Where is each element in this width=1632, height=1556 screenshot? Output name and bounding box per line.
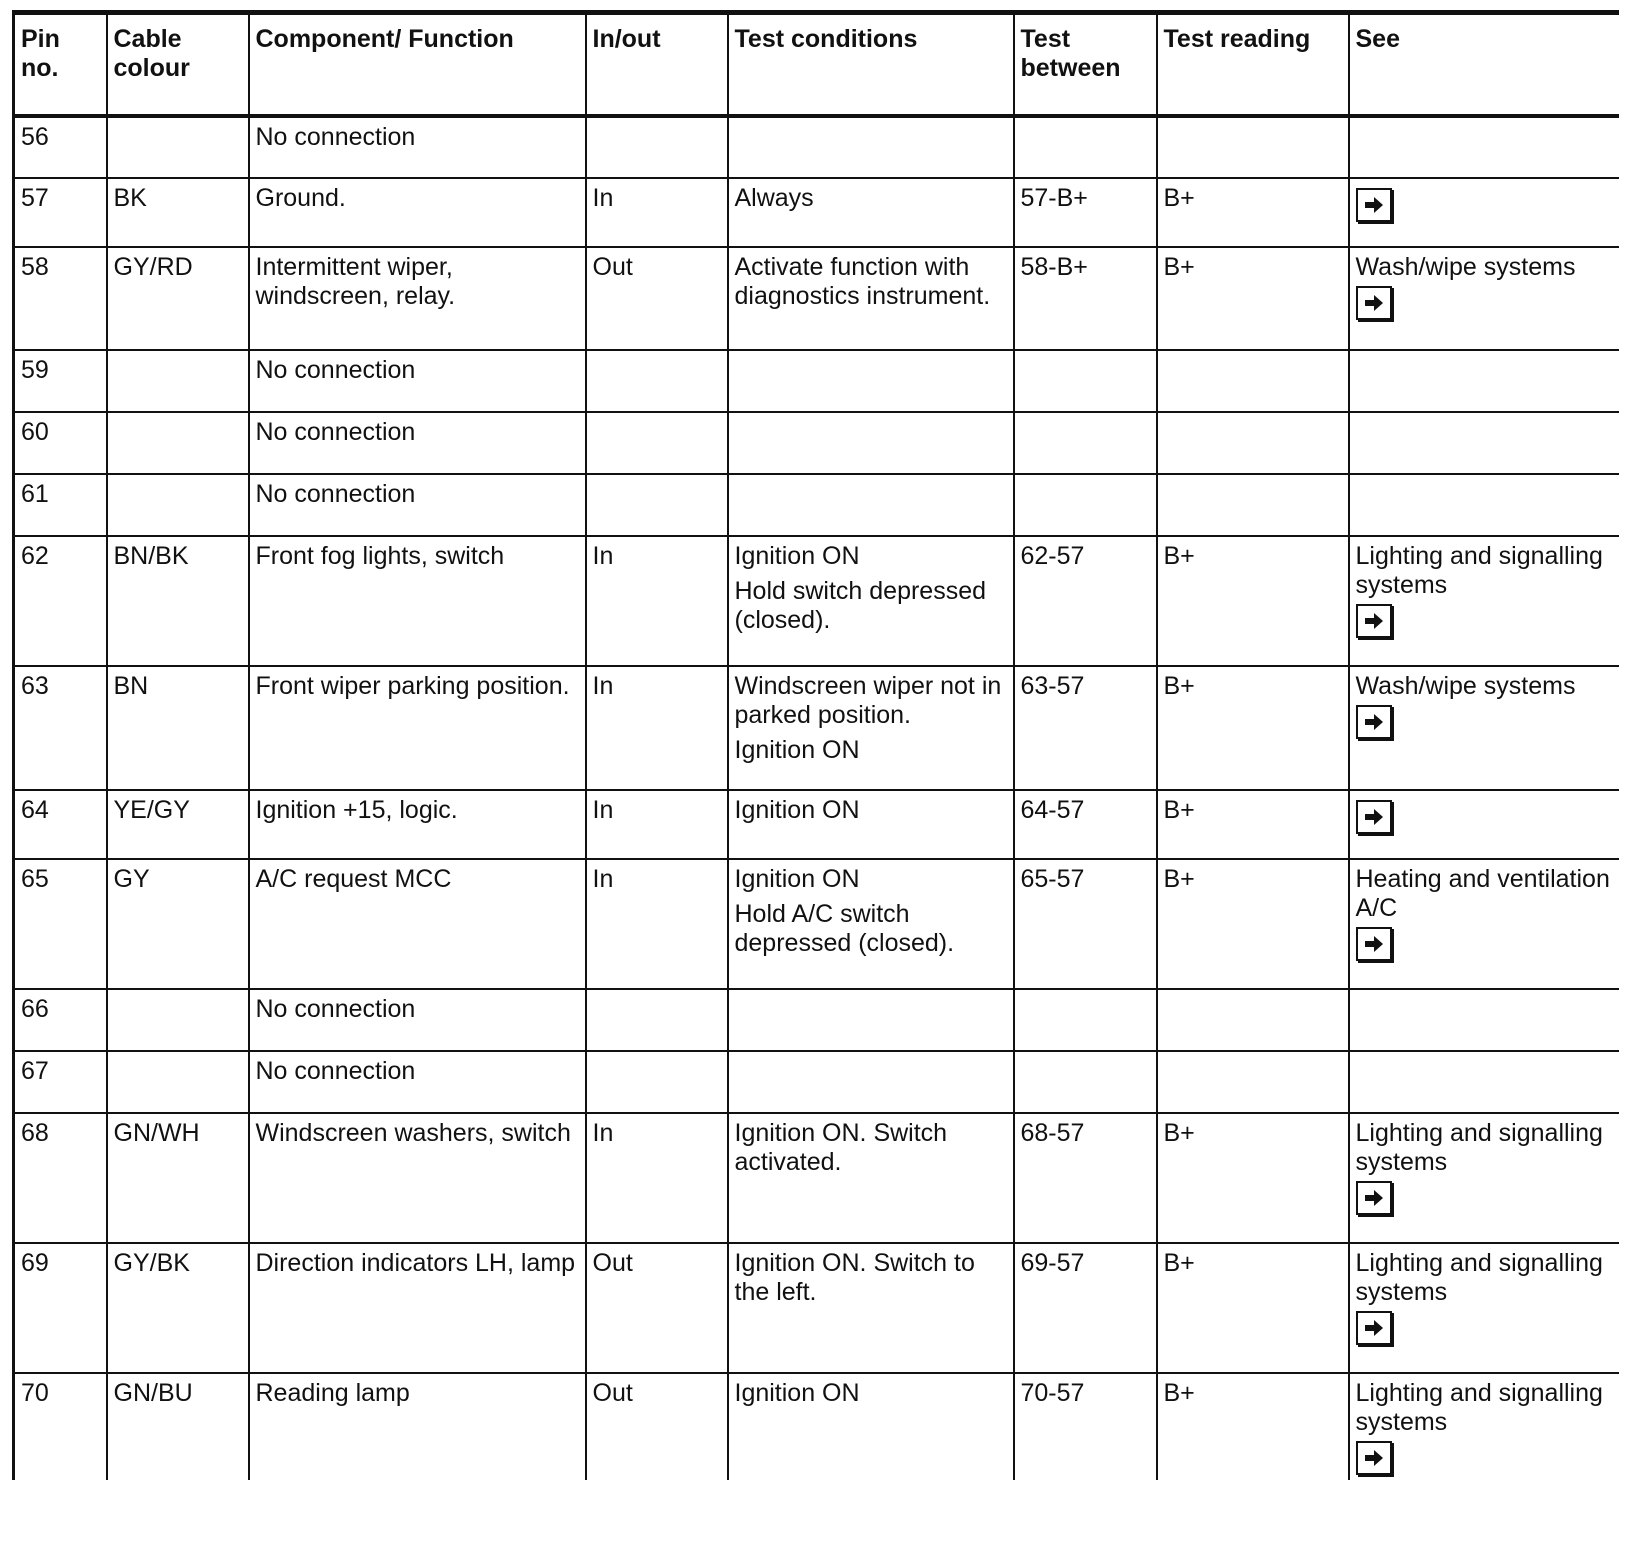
in-out-cell: Out (586, 247, 728, 350)
test-conditions-cell (728, 1373, 1014, 1480)
test-reading-cell (1157, 474, 1349, 536)
table-row (14, 412, 1619, 474)
cable-colour-cell: GY (107, 859, 249, 989)
pin-cell: 57 (14, 178, 107, 247)
in-out-cell: Out (586, 1243, 728, 1373)
see-cell (1349, 1051, 1619, 1113)
see-reference-text: Lighting and signalling systems (1355, 1248, 1603, 1306)
see-cell (1349, 116, 1619, 178)
test-between-cell (1014, 350, 1157, 412)
arrow-right-icon[interactable] (1356, 1441, 1392, 1475)
header-in-out: In/out (586, 13, 728, 116)
test-conditions-cell (728, 536, 1014, 666)
test-reading-cell (1157, 116, 1349, 178)
see-cell (1349, 412, 1619, 474)
test-between-cell: 62-57 (1014, 536, 1157, 666)
arrow-right-icon[interactable] (1356, 1311, 1392, 1345)
test-between-cell: 57-B+ (1014, 178, 1157, 247)
cable-colour-cell (107, 474, 249, 536)
see-cell (1349, 859, 1619, 989)
in-out-cell (586, 474, 728, 536)
test-conditions-cell (728, 989, 1014, 1051)
see-cell (1349, 1373, 1619, 1480)
pin-cell: 56 (14, 116, 107, 178)
test-condition-line: Activate function with diagnostics instrument. (734, 252, 991, 310)
see-cell (1349, 1243, 1619, 1373)
table-row (14, 350, 1619, 412)
test-condition-line: Ignition ON (734, 735, 860, 764)
component-cell: No connection (249, 116, 586, 178)
test-conditions-cell (728, 1243, 1014, 1373)
test-between-cell (1014, 1051, 1157, 1113)
header-row (14, 13, 1619, 116)
table-row (14, 247, 1619, 350)
cable-colour-cell (107, 1051, 249, 1113)
cable-colour-cell (107, 116, 249, 178)
component-cell: Front wiper parking position. (249, 666, 586, 790)
test-between-cell: 68-57 (1014, 1113, 1157, 1243)
pin-cell: 67 (14, 1051, 107, 1113)
see-cell (1349, 1113, 1619, 1243)
see-cell (1349, 536, 1619, 666)
test-between-cell (1014, 989, 1157, 1051)
component-cell: A/C request MCC (249, 859, 586, 989)
pin-cell: 70 (14, 1373, 107, 1480)
test-between-cell: 70-57 (1014, 1373, 1157, 1480)
see-cell (1349, 474, 1619, 536)
test-conditions-cell (728, 790, 1014, 859)
test-conditions-cell (728, 178, 1014, 247)
test-reading-cell (1157, 989, 1349, 1051)
pin-table-body (14, 116, 1619, 1480)
component-cell: No connection (249, 474, 586, 536)
pin-table (12, 10, 1619, 1480)
arrow-right-icon[interactable] (1356, 1181, 1392, 1215)
test-between-cell (1014, 474, 1157, 536)
cable-colour-cell: BN/BK (107, 536, 249, 666)
header-test-reading: Test reading (1157, 13, 1349, 116)
see-cell (1349, 247, 1619, 350)
test-reading-cell: B+ (1157, 790, 1349, 859)
pin-cell: 61 (14, 474, 107, 536)
test-reading-cell (1157, 1051, 1349, 1113)
table-row (14, 859, 1619, 989)
component-cell: No connection (249, 412, 586, 474)
test-between-cell: 58-B+ (1014, 247, 1157, 350)
table-row (14, 474, 1619, 536)
pin-table-page (12, 10, 1617, 1480)
cable-colour-cell (107, 989, 249, 1051)
cable-colour-cell (107, 350, 249, 412)
pin-cell: 59 (14, 350, 107, 412)
test-reading-cell: B+ (1157, 1373, 1349, 1480)
test-reading-cell: B+ (1157, 666, 1349, 790)
test-between-cell: 65-57 (1014, 859, 1157, 989)
see-cell (1349, 989, 1619, 1051)
arrow-right-icon[interactable] (1356, 286, 1392, 320)
component-cell: Ground. (249, 178, 586, 247)
in-out-cell: Out (586, 1373, 728, 1480)
in-out-cell (586, 989, 728, 1051)
in-out-cell: In (586, 178, 728, 247)
test-conditions-cell (728, 859, 1014, 989)
test-conditions-cell (728, 116, 1014, 178)
arrow-right-icon[interactable] (1356, 927, 1392, 961)
table-row (14, 790, 1619, 859)
table-row (14, 536, 1619, 666)
arrow-right-icon[interactable] (1356, 604, 1392, 638)
in-out-cell (586, 412, 728, 474)
component-cell: Intermittent wiper, windscreen, relay. (249, 247, 586, 350)
test-conditions-cell (728, 1113, 1014, 1243)
test-conditions-cell (728, 666, 1014, 790)
cable-colour-cell: GN/WH (107, 1113, 249, 1243)
test-condition-line: Ignition ON (734, 541, 860, 570)
in-out-cell (586, 350, 728, 412)
in-out-cell (586, 1051, 728, 1113)
in-out-cell: In (586, 1113, 728, 1243)
table-row (14, 1243, 1619, 1373)
test-condition-line: Hold A/C switch depressed (closed). (734, 899, 955, 957)
in-out-cell: In (586, 536, 728, 666)
table-row (14, 1113, 1619, 1243)
header-pin: Pin no. (14, 13, 107, 116)
see-reference-text: Lighting and signalling systems (1355, 541, 1603, 599)
test-between-cell (1014, 412, 1157, 474)
test-condition-line: Always (734, 183, 814, 212)
test-between-cell (1014, 116, 1157, 178)
test-conditions-cell (728, 412, 1014, 474)
arrow-right-icon[interactable] (1356, 800, 1392, 834)
table-row (14, 989, 1619, 1051)
test-reading-cell: B+ (1157, 178, 1349, 247)
test-reading-cell (1157, 412, 1349, 474)
test-condition-line: Ignition ON (734, 1378, 860, 1407)
pin-cell: 66 (14, 989, 107, 1051)
pin-cell: 62 (14, 536, 107, 666)
test-reading-cell: B+ (1157, 1243, 1349, 1373)
pin-cell: 68 (14, 1113, 107, 1243)
table-row (14, 1051, 1619, 1113)
test-reading-cell: B+ (1157, 536, 1349, 666)
test-between-cell: 69-57 (1014, 1243, 1157, 1373)
header-test-conditions: Test conditions (728, 13, 1014, 116)
see-reference-text: Wash/wipe systems (1355, 252, 1576, 281)
arrow-right-icon[interactable] (1356, 188, 1392, 222)
component-cell: Front fog lights, switch (249, 536, 586, 666)
header-see: See (1349, 13, 1619, 116)
pin-cell: 60 (14, 412, 107, 474)
cable-colour-cell: GY/BK (107, 1243, 249, 1373)
see-cell (1349, 178, 1619, 247)
cable-colour-cell: GN/BU (107, 1373, 249, 1480)
cable-colour-cell: BK (107, 178, 249, 247)
component-cell: Reading lamp (249, 1373, 586, 1480)
test-condition-line: Ignition ON (734, 864, 860, 893)
test-condition-line: Windscreen wiper not in parked position. (734, 671, 1002, 729)
arrow-right-icon[interactable] (1356, 705, 1392, 739)
pin-cell: 65 (14, 859, 107, 989)
pin-cell: 69 (14, 1243, 107, 1373)
test-reading-cell (1157, 350, 1349, 412)
in-out-cell: In (586, 790, 728, 859)
pin-cell: 58 (14, 247, 107, 350)
test-condition-line: Ignition ON. Switch to the left. (734, 1248, 975, 1306)
component-cell: Ignition +15, logic. (249, 790, 586, 859)
in-out-cell: In (586, 859, 728, 989)
test-conditions-cell (728, 474, 1014, 536)
cable-colour-cell: BN (107, 666, 249, 790)
test-between-cell: 63-57 (1014, 666, 1157, 790)
component-cell: No connection (249, 989, 586, 1051)
component-cell: Windscreen washers, switch (249, 1113, 586, 1243)
test-conditions-cell (728, 247, 1014, 350)
test-condition-line: Ignition ON (734, 795, 860, 824)
test-condition-line: Hold switch depressed (closed). (734, 576, 987, 634)
test-reading-cell: B+ (1157, 247, 1349, 350)
see-cell (1349, 350, 1619, 412)
see-reference-text: Lighting and signalling systems (1355, 1118, 1603, 1176)
test-conditions-cell (728, 350, 1014, 412)
in-out-cell (586, 116, 728, 178)
table-row (14, 1373, 1619, 1480)
cable-colour-cell (107, 412, 249, 474)
cable-colour-cell: GY/RD (107, 247, 249, 350)
test-condition-line: Ignition ON. Switch activated. (734, 1118, 948, 1176)
test-between-cell: 64-57 (1014, 790, 1157, 859)
see-reference-text: Wash/wipe systems (1355, 671, 1576, 700)
see-reference-text: Lighting and signalling systems (1355, 1378, 1603, 1436)
header-cable-colour: Cable colour (107, 13, 249, 116)
component-cell: No connection (249, 1051, 586, 1113)
component-cell: Direction indicators LH, lamp (249, 1243, 586, 1373)
test-reading-cell: B+ (1157, 859, 1349, 989)
pin-cell: 64 (14, 790, 107, 859)
see-reference-text: Heating and ventilation A/C (1355, 864, 1610, 922)
header-test-between: Test between (1014, 13, 1157, 116)
test-conditions-cell (728, 1051, 1014, 1113)
table-row (14, 666, 1619, 790)
component-cell: No connection (249, 350, 586, 412)
in-out-cell: In (586, 666, 728, 790)
table-row (14, 116, 1619, 178)
cable-colour-cell: YE/GY (107, 790, 249, 859)
test-reading-cell: B+ (1157, 1113, 1349, 1243)
see-cell (1349, 790, 1619, 859)
header-component: Component/ Function (249, 13, 586, 116)
pin-cell: 63 (14, 666, 107, 790)
see-cell (1349, 666, 1619, 790)
table-row (14, 178, 1619, 247)
